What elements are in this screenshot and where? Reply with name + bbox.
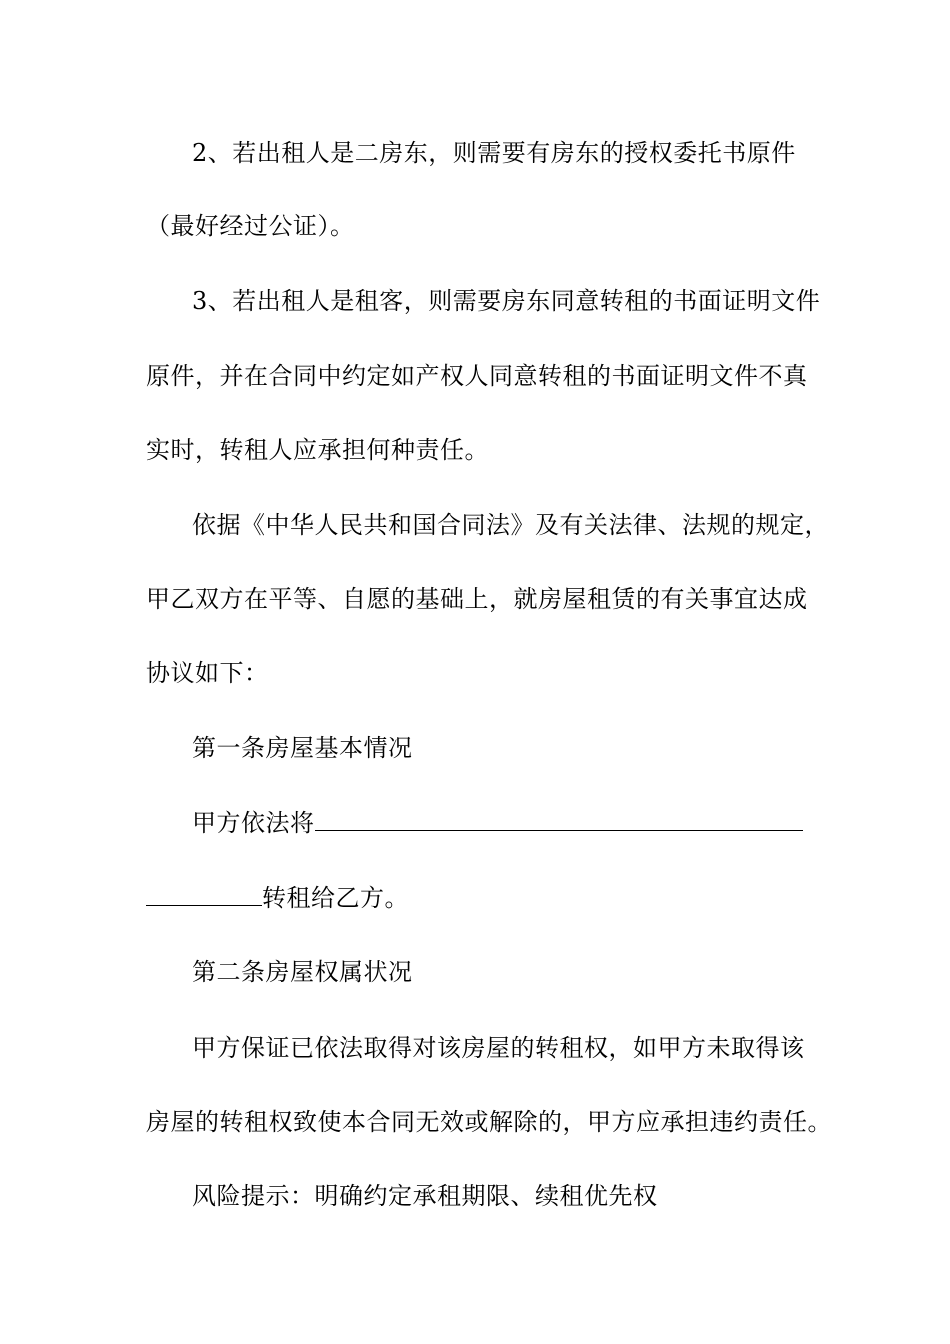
- paragraph-line: 协议如下：: [146, 659, 269, 687]
- fill-in-blank: [146, 883, 262, 906]
- paragraph-text: 转租给乙方。: [262, 884, 409, 912]
- paragraph-line: 2、若出租人是二房东，则需要有房东的授权委托书原件: [192, 139, 796, 167]
- paragraph-text: 甲方依法将: [192, 809, 315, 837]
- paragraph-line: [192, 808, 803, 838]
- paragraph-line: 实时，转租人应承担何种责任。: [146, 436, 489, 464]
- paragraph-line: 房屋的转租权致使本合同无效或解除的，甲方应承担违约责任。: [146, 1108, 832, 1136]
- risk-note: 风险提示：明确约定承租期限、续租优先权: [192, 1182, 658, 1210]
- paragraph-line: 甲方保证已依法取得对该房屋的转租权，如甲方未取得该: [192, 1034, 805, 1062]
- paragraph-line: 3、若出租人是租客，则需要房东同意转租的书面证明文件: [192, 287, 821, 315]
- article-title: 第一条房屋基本情况: [192, 734, 413, 762]
- paragraph-line: 甲乙双方在平等、自愿的基础上，就房屋租赁的有关事宜达成: [146, 585, 808, 613]
- paragraph-line: （最好经过公证）。: [146, 212, 355, 240]
- fill-in-blank: [315, 808, 803, 831]
- paragraph-line: [146, 883, 409, 913]
- paragraph-line: 依据《中华人民共和国合同法》及有关法律、法规的规定，: [192, 511, 829, 539]
- paragraph-line: 原件，并在合同中约定如产权人同意转租的书面证明文件不真: [146, 362, 808, 390]
- article-title: 第二条房屋权属状况: [192, 958, 413, 986]
